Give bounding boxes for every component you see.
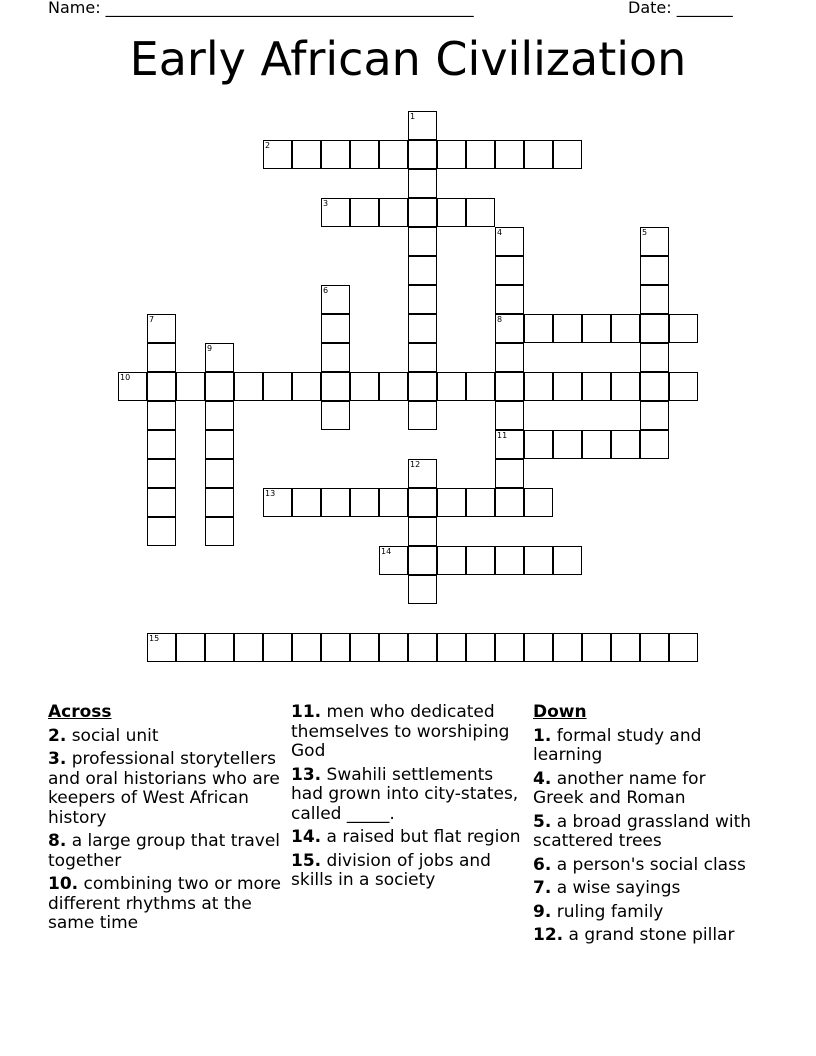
grid-cell[interactable] — [640, 285, 669, 314]
clue-item — [533, 856, 758, 876]
clue-number-label: 2. — [48, 725, 67, 746]
clue-item — [533, 813, 758, 852]
grid-cell[interactable] — [524, 546, 553, 575]
across-clues-continued — [291, 703, 526, 895]
clue-number: 11 — [497, 431, 508, 440]
grid-cell[interactable] — [640, 430, 669, 459]
grid-cell[interactable] — [350, 488, 379, 517]
clue-item — [533, 770, 758, 809]
clue-number: 3 — [323, 199, 329, 208]
across-clues-part2 — [291, 703, 526, 891]
clue-text: a person's social class — [551, 854, 746, 875]
clue-number: 14 — [381, 547, 392, 556]
grid-cell[interactable] — [408, 169, 437, 198]
grid-cell[interactable] — [669, 372, 698, 401]
grid-cell[interactable] — [147, 488, 176, 517]
clue-number: 5 — [642, 228, 648, 237]
clue-text: ruling family — [551, 901, 664, 922]
grid-cell[interactable] — [147, 401, 176, 430]
grid-cell[interactable] — [466, 198, 495, 227]
grid-cell[interactable] — [321, 633, 350, 662]
grid-cell[interactable] — [321, 372, 350, 401]
clue-item — [291, 852, 526, 891]
grid-cell[interactable] — [582, 430, 611, 459]
grid-cell[interactable] — [408, 256, 437, 285]
grid-cell[interactable] — [437, 633, 466, 662]
grid-cell[interactable] — [263, 633, 292, 662]
clue-number: 1 — [410, 112, 416, 121]
clue-item — [533, 926, 758, 946]
grid-cell[interactable] — [147, 633, 176, 662]
grid-cell[interactable] — [408, 401, 437, 430]
grid-cell[interactable] — [495, 430, 524, 459]
grid-cell[interactable] — [437, 488, 466, 517]
clue-number: 9 — [207, 344, 213, 353]
grid-cell[interactable] — [408, 372, 437, 401]
grid-cell[interactable] — [321, 343, 350, 372]
grid-cell[interactable] — [495, 314, 524, 343]
clue-number-label: 11. — [291, 702, 322, 722]
grid-cell[interactable] — [466, 140, 495, 169]
grid-cell[interactable] — [582, 314, 611, 343]
grid-cell[interactable] — [176, 633, 205, 662]
grid-cell[interactable] — [495, 140, 524, 169]
grid-cell[interactable] — [524, 488, 553, 517]
clue-number-label: 4. — [533, 768, 552, 789]
clue-text: a wise sayings — [551, 878, 681, 898]
grid-cell[interactable] — [205, 459, 234, 488]
grid-cell[interactable] — [553, 314, 582, 343]
grid-cell[interactable] — [408, 198, 437, 227]
clue-text: formal study and learning — [533, 725, 702, 765]
clue-text: a broad grassland with scattered trees — [533, 811, 752, 851]
clue-item — [533, 903, 758, 923]
clue-text: a raised but flat region — [321, 827, 521, 847]
grid-cell[interactable] — [524, 314, 553, 343]
grid-cell[interactable] — [147, 430, 176, 459]
grid-cell[interactable] — [379, 546, 408, 575]
grid-cell[interactable] — [408, 285, 437, 314]
clue-number: 8 — [497, 315, 503, 324]
grid-cell[interactable] — [147, 314, 176, 343]
grid-cell[interactable] — [205, 401, 234, 430]
grid-cell[interactable] — [495, 401, 524, 430]
grid-cell[interactable] — [147, 517, 176, 546]
grid-cell[interactable] — [147, 372, 176, 401]
grid-cell[interactable] — [147, 459, 176, 488]
grid-cell[interactable] — [437, 140, 466, 169]
grid-cell[interactable] — [553, 140, 582, 169]
date-field-label[interactable]: Date: _______ — [628, 0, 733, 17]
clue-number-label: 7. — [533, 878, 552, 898]
grid-cell[interactable] — [350, 633, 379, 662]
clue-item — [533, 727, 758, 766]
grid-cell[interactable] — [408, 488, 437, 517]
grid-cell[interactable] — [640, 227, 669, 256]
clue-number: 2 — [265, 141, 271, 150]
grid-cell[interactable] — [408, 633, 437, 662]
grid-cell[interactable] — [350, 140, 379, 169]
grid-cell[interactable] — [640, 343, 669, 372]
clue-text: men who dedicated themselves to worshiping God — [291, 702, 510, 761]
grid-cell[interactable] — [437, 372, 466, 401]
grid-cell[interactable] — [205, 633, 234, 662]
page-title: Early African Civilization — [129, 32, 687, 86]
grid-cell[interactable] — [205, 517, 234, 546]
grid-cell[interactable] — [263, 372, 292, 401]
clue-number: 13 — [265, 489, 276, 498]
grid-cell[interactable] — [234, 372, 263, 401]
across-heading: Across — [48, 702, 112, 722]
grid-cell[interactable] — [640, 633, 669, 662]
grid-cell[interactable] — [205, 430, 234, 459]
clue-number-label: 8. — [48, 831, 67, 851]
clue-text: another name for Greek and Roman — [533, 768, 706, 808]
grid-cell[interactable] — [466, 488, 495, 517]
clue-text: professional storytellers and oral historians who are keepers of West African history — [48, 749, 280, 828]
grid-cell[interactable] — [350, 372, 379, 401]
clue-number-label: 9. — [533, 901, 552, 922]
grid-cell[interactable] — [524, 633, 553, 662]
clue-text: Swahili settlements had grown into city-states, called _____. — [291, 764, 519, 824]
grid-cell[interactable] — [408, 140, 437, 169]
clue-number: 12 — [410, 460, 421, 469]
grid-cell[interactable] — [408, 314, 437, 343]
grid-cell[interactable] — [611, 314, 640, 343]
across-clues-part1 — [48, 727, 288, 934]
grid-cell[interactable] — [611, 633, 640, 662]
grid-cell[interactable] — [292, 372, 321, 401]
clue-number-label: 12. — [533, 925, 564, 945]
grid-cell[interactable] — [524, 140, 553, 169]
grid-cell[interactable] — [263, 488, 292, 517]
down-clues-list — [533, 727, 758, 946]
grid-cell[interactable] — [437, 198, 466, 227]
grid-cell[interactable] — [640, 372, 669, 401]
grid-cell[interactable] — [466, 633, 495, 662]
grid-cell[interactable] — [437, 546, 466, 575]
grid-cell[interactable] — [524, 372, 553, 401]
grid-cell[interactable] — [640, 256, 669, 285]
name-field-label[interactable]: Name: ______________________________________________ — [48, 0, 474, 17]
clue-number-label: 6. — [533, 854, 552, 875]
grid-cell[interactable] — [408, 546, 437, 575]
grid-cell[interactable] — [495, 459, 524, 488]
clue-number: 7 — [149, 315, 155, 324]
grid-cell[interactable] — [669, 314, 698, 343]
grid-cell[interactable] — [495, 227, 524, 256]
grid-cell[interactable] — [292, 633, 321, 662]
clue-number-label: 13. — [291, 764, 322, 785]
grid-cell[interactable] — [379, 198, 408, 227]
grid-cell[interactable] — [640, 314, 669, 343]
grid-cell[interactable] — [118, 372, 147, 401]
clue-number: 15 — [149, 634, 160, 643]
clue-number-label: 1. — [533, 725, 552, 746]
grid-cell[interactable] — [379, 633, 408, 662]
grid-cell[interactable] — [321, 314, 350, 343]
grid-cell[interactable] — [234, 633, 263, 662]
grid-cell[interactable] — [524, 430, 553, 459]
clue-text: a large group that travel together — [48, 831, 281, 871]
grid-cell[interactable] — [495, 256, 524, 285]
grid-cell[interactable] — [205, 343, 234, 372]
grid-cell[interactable] — [553, 546, 582, 575]
grid-cell[interactable] — [611, 430, 640, 459]
clue-number-label: 10. — [48, 874, 79, 894]
clue-item — [291, 703, 526, 762]
grid-cell[interactable] — [495, 633, 524, 662]
grid-cell[interactable] — [379, 140, 408, 169]
grid-cell[interactable] — [611, 372, 640, 401]
grid-cell[interactable] — [553, 372, 582, 401]
grid-cell[interactable] — [379, 488, 408, 517]
clue-item — [291, 766, 526, 825]
clue-text: social unit — [66, 725, 159, 746]
grid-cell[interactable] — [205, 488, 234, 517]
clue-number-label: 5. — [533, 811, 552, 832]
down-clues — [533, 703, 758, 950]
down-heading: Down — [533, 702, 587, 722]
grid-cell[interactable] — [321, 401, 350, 430]
grid-cell[interactable] — [350, 198, 379, 227]
grid-cell[interactable] — [495, 546, 524, 575]
grid-cell[interactable] — [408, 111, 437, 140]
clue-item — [533, 879, 758, 899]
grid-cell[interactable] — [147, 343, 176, 372]
grid-cell[interactable] — [408, 575, 437, 604]
grid-cell[interactable] — [553, 430, 582, 459]
clue-number-label: 3. — [48, 749, 67, 769]
grid-cell[interactable] — [582, 372, 611, 401]
grid-cell[interactable] — [263, 140, 292, 169]
grid-cell[interactable] — [495, 488, 524, 517]
clue-text: division of jobs and skills in a society — [291, 850, 491, 890]
grid-cell[interactable] — [176, 372, 205, 401]
grid-cell[interactable] — [321, 285, 350, 314]
clue-number: 10 — [120, 373, 131, 382]
grid-cell[interactable] — [379, 372, 408, 401]
grid-cell[interactable] — [495, 343, 524, 372]
clue-number: 6 — [323, 286, 329, 295]
grid-cell[interactable] — [321, 140, 350, 169]
grid-cell[interactable] — [292, 488, 321, 517]
grid-cell[interactable] — [495, 285, 524, 314]
grid-cell[interactable] — [640, 401, 669, 430]
grid-cell[interactable] — [466, 372, 495, 401]
grid-cell[interactable] — [408, 227, 437, 256]
grid-cell[interactable] — [408, 517, 437, 546]
grid-cell[interactable] — [321, 488, 350, 517]
clue-item — [291, 828, 526, 848]
clue-number: 4 — [497, 228, 503, 237]
clue-item — [48, 750, 288, 828]
grid-cell[interactable] — [408, 343, 437, 372]
grid-cell[interactable] — [205, 372, 234, 401]
grid-cell[interactable] — [553, 633, 582, 662]
clue-text: a grand stone pillar — [563, 925, 735, 945]
grid-cell[interactable] — [582, 633, 611, 662]
grid-cell[interactable] — [466, 546, 495, 575]
grid-cell[interactable] — [669, 633, 698, 662]
across-clues — [48, 703, 288, 938]
clue-text: combining two or more different rhythms at the same time — [48, 874, 282, 933]
clue-number-label: 14. — [291, 827, 322, 847]
clue-item — [48, 832, 288, 871]
grid-cell[interactable] — [321, 198, 350, 227]
clue-number-label: 15. — [291, 850, 322, 871]
clue-item — [48, 875, 288, 934]
grid-cell[interactable] — [408, 459, 437, 488]
grid-cell[interactable] — [495, 372, 524, 401]
clue-item — [48, 727, 288, 747]
grid-cell[interactable] — [292, 140, 321, 169]
